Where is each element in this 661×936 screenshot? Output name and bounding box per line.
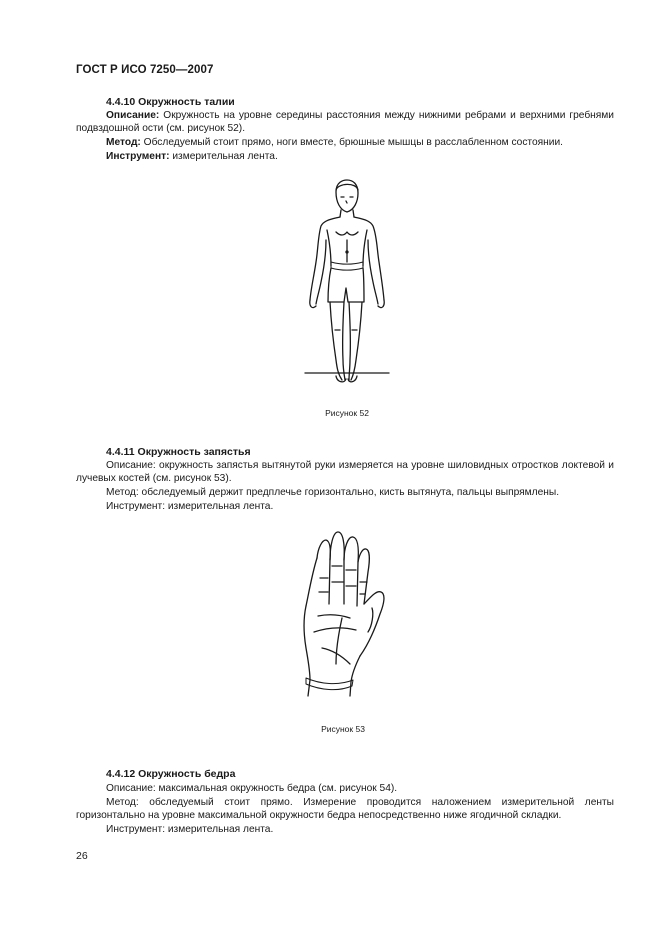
section-wrist-instrument: Инструмент: измерительная лента.	[106, 501, 274, 512]
instrument-label: Инструмент:	[106, 151, 170, 162]
description-label: Описание:	[106, 110, 160, 121]
page-number: 26	[76, 850, 88, 862]
figure-53-caption: Рисунок 53	[321, 724, 365, 734]
section-title-hip: 4.4.12 Окружность бедра	[106, 768, 236, 780]
method-label: Метод:	[106, 137, 141, 148]
description-text: Окружность на уровне середины расстояния между нижними ребрами и верхними гребнями подвздошной ости (см. рисунок 52).	[76, 110, 614, 135]
section-hip-description: Описание: максимальная окружность бедра (см. рисунок 54).	[106, 783, 398, 794]
method-text: Обследуемый стоит прямо, ноги вместе, брюшные мышцы в расслабленном состоянии.	[140, 137, 563, 148]
section-hip-instrument: Инструмент: измерительная лента.	[106, 824, 274, 835]
section-wrist-method: Метод: обследуемый держит предплечье горизонтально, кисть вытянута, пальцы выпрямлены.	[106, 487, 560, 498]
document-header: ГОСТ Р ИСО 7250—2007	[76, 64, 214, 76]
instrument-text: измерительная лента.	[169, 151, 278, 162]
section-hip-method: Метод: обследуемый стоит прямо. Измерение проводится наложением измерительной ленты горизонтально на уровне максимальной окружности бедра непосредственно ниже ягодичной складки.	[76, 797, 614, 822]
section-title-waist: 4.4.10 Окружность талии	[106, 96, 235, 108]
figure-52-caption: Рисунок 52	[325, 408, 369, 418]
section-title-wrist: 4.4.11 Окружность запястья	[106, 446, 251, 458]
section-wrist-description: Описание: окружность запястья вытянутой руки измеряется на уровне шиловидных отростков локтевой и лучевых костей (см. рисунок 53).	[76, 460, 614, 485]
